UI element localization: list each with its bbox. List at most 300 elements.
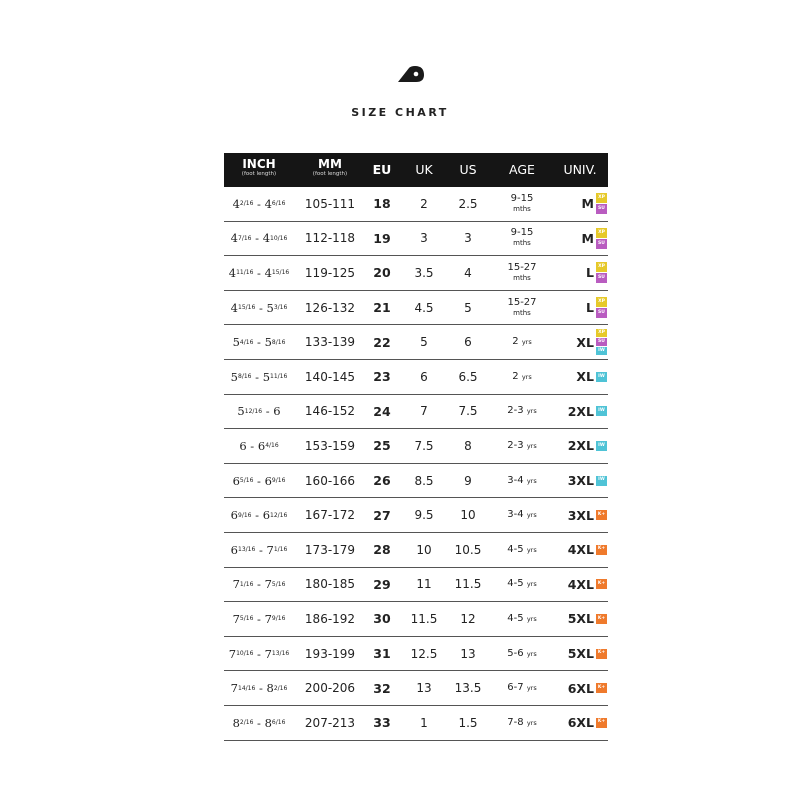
age-unit: mths <box>513 239 531 248</box>
age-unit: yrs <box>526 718 537 727</box>
age-cell <box>494 464 550 498</box>
inch-from: 6 <box>230 542 238 557</box>
table-row <box>224 187 608 222</box>
inch-from: 4 <box>232 196 240 211</box>
uk-cell: 10 <box>416 542 432 557</box>
inch-dash: - <box>253 646 265 661</box>
inch-from-fraction: 8/16 <box>238 373 252 381</box>
age-unit: yrs <box>526 684 537 693</box>
uk-cell: 13 <box>416 681 432 696</box>
age-value: 5-6 <box>507 647 524 659</box>
inch-dash: - <box>253 611 265 626</box>
age-cell <box>494 187 550 221</box>
age-value: 2-3 <box>507 405 524 417</box>
inch-to-fraction: 3/16 <box>273 304 288 312</box>
inch-cell <box>224 498 294 532</box>
age-value: 15-27 <box>507 261 537 273</box>
inch-to: 6 <box>273 404 281 419</box>
badge-stack <box>596 464 608 498</box>
univ-cell: M <box>581 230 594 246</box>
age-value: 2-3 <box>507 439 524 451</box>
table-row <box>224 568 608 603</box>
badge-stack <box>596 187 608 221</box>
inch-to: 4 <box>264 265 272 280</box>
inch-to: 6 <box>264 473 272 488</box>
inch-cell <box>224 291 294 325</box>
age-cell <box>494 706 550 740</box>
us-cell: 2.5 <box>458 196 478 211</box>
inch-dash: - <box>255 300 267 315</box>
us-cell: 1.5 <box>458 715 478 730</box>
table-row <box>224 360 608 395</box>
age-cell <box>494 222 550 256</box>
inch-cell <box>224 671 294 705</box>
inch-from: 5 <box>232 335 240 350</box>
univ-cell: 5XL <box>567 611 594 627</box>
inch-to: 8 <box>266 681 274 696</box>
us-cell: 13 <box>460 646 476 661</box>
inch-to-fraction: 15/16 <box>271 269 290 277</box>
inch-from: 4 <box>228 265 237 280</box>
inch-cell <box>224 360 294 394</box>
inch-from: 5 <box>237 404 245 419</box>
univ-cell: 2XL <box>567 403 594 419</box>
univ-cell: XL <box>576 334 594 350</box>
header-us: US <box>459 162 477 177</box>
inch-cell <box>224 637 294 671</box>
inch-to: 8 <box>264 715 272 730</box>
mm-cell: 173-179 <box>304 542 356 557</box>
age-unit: mths <box>513 204 531 213</box>
inch-cell <box>224 187 294 221</box>
category-badge: K+ <box>596 649 607 659</box>
inch-dash: - <box>251 369 263 384</box>
eu-cell: 29 <box>373 576 391 592</box>
table-row <box>224 395 608 430</box>
category-badge: K+ <box>596 579 607 589</box>
univ-cell: 4XL <box>567 542 594 558</box>
age-value: 4-5 <box>507 543 524 555</box>
uk-cell: 1 <box>420 715 428 730</box>
inch-dash: - <box>251 508 263 523</box>
header-eu: EU <box>372 162 392 177</box>
category-badge: XP <box>596 193 607 203</box>
table-row <box>224 498 608 533</box>
category-badge: K+ <box>596 683 607 693</box>
mm-cell: 207-213 <box>304 715 356 730</box>
inch-cell <box>224 395 294 429</box>
univ-cell: 3XL <box>567 507 594 523</box>
inch-dash: - <box>253 473 265 488</box>
table-row <box>224 671 608 706</box>
uk-cell: 5 <box>420 335 428 350</box>
badge-stack <box>596 360 608 394</box>
age-cell <box>494 325 550 359</box>
table-row <box>224 464 608 499</box>
eu-cell: 28 <box>373 542 391 558</box>
age-value: 15-27 <box>507 296 537 308</box>
inch-from-fraction: 13/16 <box>238 546 256 554</box>
age-line <box>507 476 536 486</box>
mm-cell: 133-139 <box>304 335 356 350</box>
age-cell <box>494 568 550 602</box>
inch-to-fraction: 2/16 <box>273 684 288 692</box>
age-unit: yrs <box>526 545 537 554</box>
age-unit: yrs <box>526 649 537 658</box>
eu-cell: 23 <box>373 369 391 385</box>
inch-dash: - <box>251 231 263 246</box>
us-cell: 7.5 <box>458 404 478 419</box>
table-row <box>224 602 608 637</box>
mm-cell: 186-192 <box>304 611 356 626</box>
inch-to-fraction: 9/16 <box>271 615 286 623</box>
age-line <box>507 683 536 693</box>
mm-cell: 200-206 <box>304 681 356 696</box>
age-value: 3-4 <box>507 509 524 521</box>
mm-cell: 193-199 <box>304 646 356 661</box>
eu-cell: 19 <box>373 230 391 246</box>
inch-to: 7 <box>264 646 272 661</box>
age-unit: yrs <box>521 372 532 381</box>
inch-dash: - <box>253 265 265 280</box>
age-line <box>507 718 536 728</box>
age-cell <box>494 429 550 463</box>
inch-from: 6 <box>239 438 247 453</box>
univ-cell: M <box>581 196 594 212</box>
uk-cell: 7.5 <box>414 438 434 453</box>
age-line <box>507 510 536 520</box>
univ-cell: 4XL <box>567 576 594 592</box>
inch-from: 7 <box>232 611 240 626</box>
category-badge: SU <box>596 308 607 318</box>
age-cell <box>494 498 550 532</box>
us-cell: 11.5 <box>454 577 482 592</box>
inch-to-fraction: 6/16 <box>271 200 286 208</box>
category-badge: K+ <box>596 614 607 624</box>
badge-stack <box>596 429 608 463</box>
inch-dash: - <box>255 681 267 696</box>
mm-cell: 160-166 <box>304 473 356 488</box>
category-badge: K+ <box>596 718 607 728</box>
mm-cell: 140-145 <box>304 369 356 384</box>
age-unit: yrs <box>526 476 537 485</box>
category-badge: IW <box>596 476 607 486</box>
category-badge: XP <box>596 297 607 307</box>
inch-dash: - <box>262 404 274 419</box>
inch-dash: - <box>253 196 265 211</box>
eu-cell: 32 <box>373 680 391 696</box>
inch-from-fraction: 14/16 <box>238 684 256 692</box>
age-value: 4-5 <box>507 578 524 590</box>
badge-stack <box>596 671 608 705</box>
inch-to-fraction: 12/16 <box>270 511 288 519</box>
badge-stack <box>596 325 608 359</box>
inch-from: 5 <box>230 369 238 384</box>
badge-stack <box>596 637 608 671</box>
inch-from: 8 <box>232 715 240 730</box>
age-cell <box>494 395 550 429</box>
age-cell <box>494 291 550 325</box>
inch-from: 7 <box>232 577 240 592</box>
category-badge: IW <box>596 372 607 382</box>
inch-from: 7 <box>228 646 237 661</box>
mm-cell: 119-125 <box>304 265 356 280</box>
table-row <box>224 533 608 568</box>
inch-from-fraction: 5/16 <box>239 477 254 485</box>
inch-from: 6 <box>230 508 238 523</box>
category-badge: SU <box>596 273 607 283</box>
badge-stack <box>596 533 608 567</box>
size-table <box>224 153 608 741</box>
uk-cell: 11.5 <box>410 611 438 626</box>
inch-from-fraction: 5/16 <box>239 615 254 623</box>
inch-to-fraction: 9/16 <box>271 477 286 485</box>
age-unit: yrs <box>526 441 537 450</box>
age-unit: yrs <box>526 614 537 623</box>
inch-dash: - <box>253 715 265 730</box>
age-value: 2 <box>512 336 519 348</box>
age-line <box>507 545 536 555</box>
badge-stack <box>596 568 608 602</box>
univ-cell: 6XL <box>567 680 594 696</box>
badge-stack <box>596 222 608 256</box>
inch-from-fraction: 4/16 <box>239 338 254 346</box>
uk-cell: 8.5 <box>414 473 434 488</box>
mm-cell: 180-185 <box>304 577 356 592</box>
us-cell: 6.5 <box>458 369 478 384</box>
inch-cell <box>224 464 294 498</box>
age-value: 2 <box>512 370 519 382</box>
univ-cell: L <box>586 300 594 316</box>
univ-cell: 2XL <box>567 438 594 454</box>
age-cell <box>494 637 550 671</box>
uk-cell: 12.5 <box>410 646 438 661</box>
inch-dash: - <box>253 577 265 592</box>
category-badge: IW <box>596 441 607 451</box>
eu-cell: 25 <box>373 438 391 454</box>
table-row <box>224 706 608 741</box>
eu-cell: 24 <box>373 403 391 419</box>
badge-stack <box>596 395 608 429</box>
age-unit: mths <box>513 273 531 282</box>
inch-from-fraction: 15/16 <box>238 304 256 312</box>
category-badge: XP <box>596 228 607 238</box>
us-cell: 6 <box>464 335 472 350</box>
us-cell: 10 <box>460 508 476 523</box>
us-cell: 12 <box>460 611 476 626</box>
age-value: 9-15 <box>510 227 534 239</box>
age-value: 7-8 <box>507 716 524 728</box>
mm-cell: 126-132 <box>304 300 356 315</box>
us-cell: 13.5 <box>454 681 482 696</box>
inch-to-fraction: 5/16 <box>271 580 286 588</box>
age-value: 9-15 <box>510 192 534 204</box>
inch-to: 6 <box>257 438 266 453</box>
us-cell: 5 <box>464 300 472 315</box>
age-unit: mths <box>513 308 531 317</box>
category-badge: XP <box>596 329 607 337</box>
inch-dash: - <box>255 542 267 557</box>
uk-cell: 4.5 <box>414 300 434 315</box>
header-mm: MM (foot length) <box>312 157 348 177</box>
uk-cell: 9.5 <box>414 508 434 523</box>
inch-to-fraction: 13/16 <box>271 650 290 658</box>
uk-cell: 3.5 <box>414 265 434 280</box>
category-badge: SU <box>596 204 607 214</box>
inch-from-fraction: 2/16 <box>239 719 254 727</box>
category-badge: XP <box>596 262 607 272</box>
inch-to-fraction: 4/16 <box>265 442 279 450</box>
brand-logo-icon <box>396 64 426 84</box>
us-cell: 4 <box>464 265 472 280</box>
mm-cell: 167-172 <box>304 508 356 523</box>
age-value: 4-5 <box>507 612 524 624</box>
inch-cell <box>224 602 294 636</box>
uk-cell: 11 <box>416 577 432 592</box>
age-line <box>507 441 536 451</box>
us-cell: 10.5 <box>454 542 482 557</box>
inch-to-fraction: 10/16 <box>270 234 288 242</box>
table-row <box>224 222 608 257</box>
eu-cell: 31 <box>373 646 391 662</box>
inch-cell <box>224 256 294 290</box>
mm-cell: 112-118 <box>304 231 356 246</box>
inch-to-fraction: 11/16 <box>270 373 288 381</box>
badge-stack <box>596 706 608 740</box>
inch-cell <box>224 325 294 359</box>
uk-cell: 6 <box>420 369 428 384</box>
inch-from: 6 <box>232 473 240 488</box>
inch-from-fraction: 1/16 <box>239 580 254 588</box>
uk-cell: 7 <box>420 404 428 419</box>
category-badge: IW <box>596 347 607 355</box>
badge-stack <box>596 602 608 636</box>
inch-from: 4 <box>230 300 238 315</box>
badge-stack <box>596 291 608 325</box>
category-badge: K+ <box>596 510 607 520</box>
eu-cell: 33 <box>373 715 391 731</box>
header-age: AGE <box>509 162 535 177</box>
inch-cell <box>224 533 294 567</box>
uk-cell: 3 <box>420 231 428 246</box>
us-cell: 9 <box>464 473 472 488</box>
inch-cell <box>224 706 294 740</box>
inch-cell <box>224 222 294 256</box>
inch-to: 6 <box>262 508 271 523</box>
mm-cell: 146-152 <box>304 404 356 419</box>
category-badge: IW <box>596 406 607 416</box>
inch-from-fraction: 10/16 <box>236 650 254 658</box>
univ-cell: XL <box>576 369 594 385</box>
header-uk: UK <box>415 162 433 177</box>
inch-dash: - <box>253 335 265 350</box>
age-cell <box>494 533 550 567</box>
age-cell <box>494 602 550 636</box>
inch-to: 4 <box>264 196 272 211</box>
eu-cell: 26 <box>373 473 391 489</box>
table-row <box>224 325 608 360</box>
us-cell: 3 <box>464 231 472 246</box>
eu-cell: 21 <box>373 300 391 316</box>
eu-cell: 22 <box>373 334 391 350</box>
table-row <box>224 256 608 291</box>
inch-to: 5 <box>266 300 274 315</box>
age-cell <box>494 360 550 394</box>
category-badge: SU <box>596 239 607 249</box>
table-row <box>224 637 608 672</box>
page-title: SIZE CHART <box>351 106 449 119</box>
inch-to: 5 <box>264 335 272 350</box>
inch-from: 7 <box>230 681 238 696</box>
eu-cell: 27 <box>373 507 391 523</box>
inch-to: 4 <box>262 231 271 246</box>
table-row <box>224 291 608 326</box>
inch-cell <box>224 568 294 602</box>
age-line <box>512 337 531 347</box>
table-row <box>224 429 608 464</box>
age-unit: yrs <box>526 407 537 416</box>
inch-to: 5 <box>262 369 271 384</box>
us-cell: 8 <box>464 438 472 453</box>
badge-stack <box>596 256 608 290</box>
header-inch: INCH (foot length) <box>241 157 277 177</box>
age-cell <box>494 256 550 290</box>
age-line <box>512 372 531 382</box>
inch-from-fraction: 12/16 <box>244 407 263 415</box>
age-cell <box>494 671 550 705</box>
age-value: 3-4 <box>507 474 524 486</box>
inch-to-fraction: 8/16 <box>271 338 286 346</box>
age-unit: yrs <box>526 580 537 589</box>
category-badge: SU <box>596 338 607 346</box>
inch-from-fraction: 7/16 <box>238 234 252 242</box>
header-univ: UNIV. <box>563 162 597 177</box>
age-unit: yrs <box>526 511 537 520</box>
univ-cell: L <box>586 265 594 281</box>
inch-to-fraction: 1/16 <box>273 546 288 554</box>
age-line <box>507 649 536 659</box>
eu-cell: 30 <box>373 611 391 627</box>
eu-cell: 20 <box>373 265 391 281</box>
uk-cell: 2 <box>420 196 428 211</box>
univ-cell: 3XL <box>567 473 594 489</box>
badge-stack <box>596 498 608 532</box>
inch-dash: - <box>246 438 258 453</box>
eu-cell: 18 <box>373 196 391 212</box>
inch-from-fraction: 9/16 <box>238 511 252 519</box>
univ-cell: 5XL <box>567 646 594 662</box>
inch-to: 7 <box>264 577 272 592</box>
age-line <box>507 579 536 589</box>
inch-to-fraction: 6/16 <box>271 719 286 727</box>
age-line <box>507 406 536 416</box>
table-header <box>224 153 608 187</box>
inch-cell <box>224 429 294 463</box>
inch-from: 4 <box>230 231 238 246</box>
age-value: 6-7 <box>507 682 524 694</box>
inch-to: 7 <box>264 611 272 626</box>
inch-to: 7 <box>266 542 274 557</box>
category-badge: K+ <box>596 545 607 555</box>
age-unit: yrs <box>521 338 532 347</box>
mm-cell: 105-111 <box>304 196 356 211</box>
univ-cell: 6XL <box>567 715 594 731</box>
age-line <box>507 614 536 624</box>
table-body <box>224 187 608 741</box>
inch-from-fraction: 2/16 <box>239 200 254 208</box>
inch-from-fraction: 11/16 <box>236 269 254 277</box>
mm-cell: 153-159 <box>304 438 356 453</box>
